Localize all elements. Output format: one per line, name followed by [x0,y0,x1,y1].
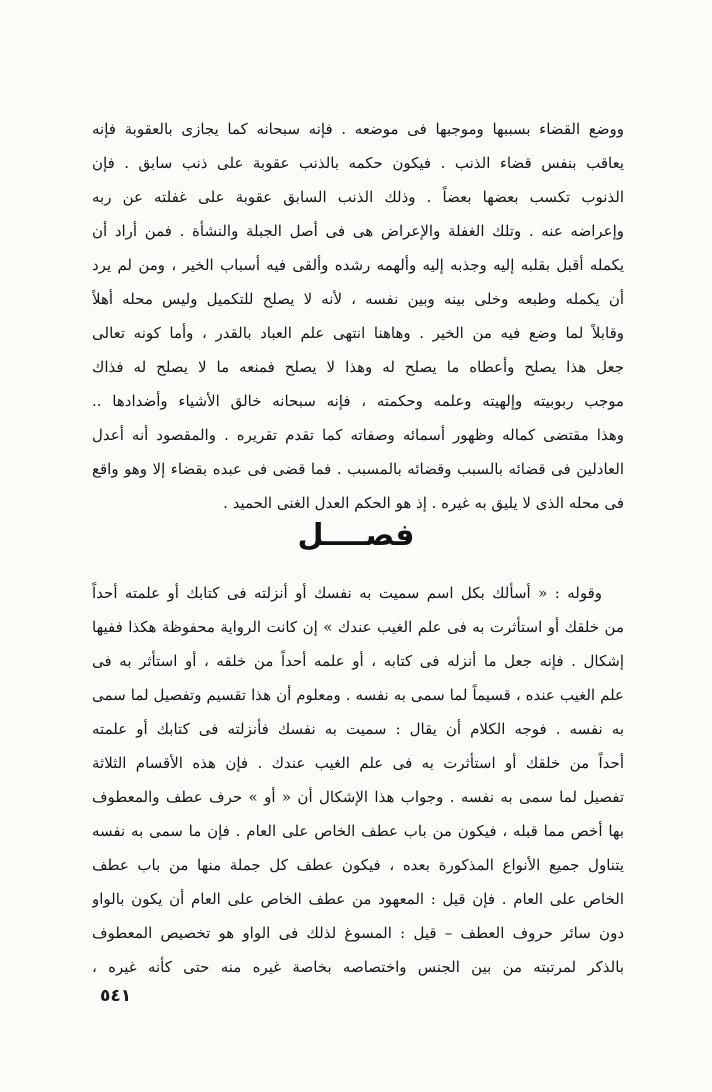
text-line: بها أخص مما قبله ، فيكون من باب عطف الخاص على العام . فإن ما سمى به نفسه [92,822,624,840]
text-line: أحداً من خلقك أو استأثرت به فى علم الغيب عندك . فإن هذه الأقسام الثلاثة [92,754,624,772]
text-line: وقابلاً لما وضع فيه من الخير . وهاهنا انتهى علم العباد بالقدر ، وأما كونه تعالى [92,324,624,342]
text-line: إشكال . فإنه جعل ما أنزله فى كتابه ، أو علمه أحداً من خلقه ، أو استأثر به فى [92,652,624,670]
text-line: تفصيل لما سمى به نفسه . وجواب هذا الإشكال أن « أو » حرف عطف والمعطوف [92,788,624,806]
page-number: ٥٤١ [100,986,132,1006]
text-line: يعاقب بنفس قضاء الذنب . فيكون حكمه بالذنب عقوبة على ذنب سابق . فإن [92,154,624,172]
text-line: العادلين فى قضائه بالسبب وقضائه بالمسبب . فما قضى فى عبده بقضاء إلا وهو واقع [92,460,624,478]
text-line: الخاص على العام . فإن قيل : المعهود من عطف الخاص على العام أن يكون بالواو [92,890,624,908]
text-line: بالذكر لمرتبته من بين الجنس واختصاصه بخاصة غيره منه حتى كأنه غيره ، [92,958,624,976]
text-line: وإعراضه عنه . وتلك الغفلة والإعراض هى فى أصل الجبلة والنشأة . فمن أراد أن [92,222,624,240]
text-line: موجب ربوبيته وإلهيته وعلمه وحكمته ، فإنه سبحانه خالق الأشياء وأضدادها .. [92,392,624,410]
text-line: علم الغيب عنده ، قسيماً لما سمى به نفسه . ومعلوم أن هذا تقسيم وتفصيل لما سمى [92,686,624,704]
text-line: من خلقك أو استأثرت به فى علم الغيب عندك » إن كانت الرواية محفوظة هكذا ففيها [92,618,624,636]
text-line: وهذا مقتضى كماله وظهور أسمائه وصفاته كما تقدم تقريره . والمقصود أنه أعدل [92,426,624,444]
text-line: أن يكمله وطبعه وخلى بينه وبين نفسه ، لأنه لا يصلح للتكميل وليس محله أهلاً [92,290,624,308]
top-paragraph [92,112,624,520]
section-heading-text: فصــــل [297,518,415,553]
text-line: يتناول جميع الأنواع المذكورة بعده ، فيكون عطف كل جملة منها من باب عطف [92,856,624,874]
bottom-paragraph [92,576,624,984]
text-line: جعل هذا يصلح وأعطاه ما يصلح له وهذا لا يصلح فمنعه ما لا يصلح له فذاك [92,358,624,376]
text-line: يكمله أقبل بقلبه إليه وجذبه إليه وألهمه رشده وألقى فيه أسباب الخير ، ومن لم يرد [92,256,624,274]
section-heading [240,506,472,566]
text-line: الذنوب تكسب بعضها بعضاً . وذلك الذنب السابق عقوبة على غفلته عن ربه [92,188,624,206]
text-line: ووضع القضاء بسببها وموجبها فى موضعه . فإنه سبحانه كما يجازى بالعقوبة فإنه [92,120,624,138]
text-line: فى محله الذى لا يليق به غيره . إذ هو الحكم العدل الغنى الحميد . [223,494,624,512]
text-line: وقوله : « أسألك بكل اسم سميت به نفسك أو أنزلته فى كتابك أو علمته أحداً [92,584,602,602]
text-line: دون سائر حروف العطف – قيل : المسوغ لذلك فى الواو هو تخصيص المعطوف [92,924,624,942]
text-line: به نفسه . فوجه الكلام أن يقال : سميت به نفسك فأنزلته فى كتابك أو علمته [92,720,624,738]
